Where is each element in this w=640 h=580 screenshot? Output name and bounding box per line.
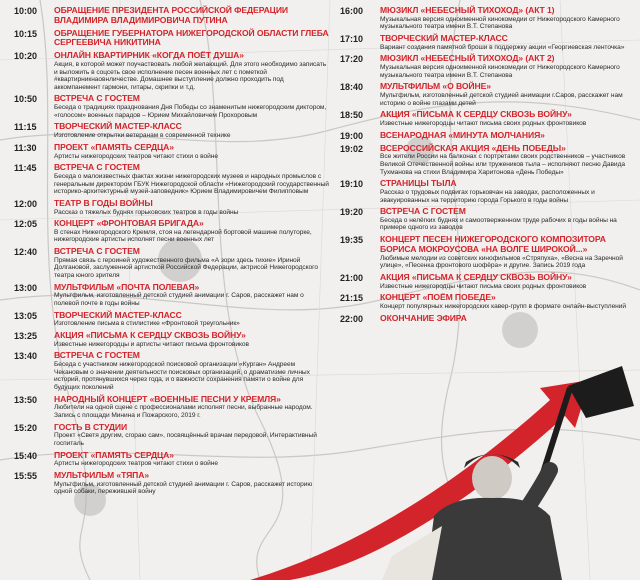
schedule-entry	[340, 179, 632, 204]
entry-time: 15:55	[14, 470, 38, 481]
entry-description: Концерт популярных нижегородских кавер-групп в формате онлайн-выступлений	[380, 303, 627, 311]
entry-description: Известные нижегородцы и артисты читают письма фронтовиков	[54, 340, 249, 348]
soldier-illustration	[372, 366, 640, 580]
entry-time: 10:20	[14, 51, 38, 62]
schedule-entry	[340, 293, 632, 310]
entry-time: 19:20	[340, 207, 364, 218]
entry-description: Музыкальная версия одноименной кинокомедии от Нижегородского Камерного музыкального театра имени В.Т. Степанова	[380, 64, 620, 79]
entry-title: ОБРАЩЕНИЕ ПРЕЗИДЕНТА РОССИЙСКОЙ ФЕДЕРАЦИИ ВЛАДИМИРА ВЛАДИМИРОВИЧА ПУТИНА	[54, 5, 289, 25]
entry-title: МУЛЬТФИЛЬМ «ТЯПА»	[54, 469, 150, 480]
schedule-entry	[14, 351, 329, 391]
entry-time: 12:00	[14, 198, 38, 209]
entry-time: 11:30	[14, 142, 37, 153]
entry-time: 13:00	[14, 282, 38, 293]
entry-time: 11:45	[14, 163, 37, 174]
entry-description: Любимые мелодии из советских кинофильмов «Стряпуха», «Весна на Заречной улице», «Песенка фронтового шофёра» и другие. Запись 2019 года	[380, 254, 623, 270]
entry-title: ВСТРЕЧА С ГОСТЕМ	[54, 350, 140, 361]
entry-title: ВСТРЕЧА С ГОСТЕМ	[54, 93, 140, 104]
entry-title: МУЛЬТФИЛЬМ «ПОЧТА ПОЛЕВАЯ»	[54, 281, 200, 292]
entry-time: 17:20	[340, 54, 364, 65]
entry-time: 15:20	[14, 422, 38, 433]
schedule-entry	[340, 144, 632, 177]
schedule-entry	[340, 34, 632, 51]
entry-description: Беседа о малоизвестных фактах жизни нижегородских музеев и народных промыслов с генеральным директором ГБУК Нижегородской области «Нижегородский государственный историко-архитектурный музей-заповедник» Юрием Владимировичем Филипповым	[54, 172, 329, 196]
schedule-entry	[340, 131, 632, 141]
entry-description: Беседа с участником нижегородской поисковой организации «Курган» Андреем Чекановым о значении деятельности поисковых организаций, о драматизме личных историй, протянувшихся через года, и о важности сохранения памяти о войне для будущих поколений	[54, 361, 310, 391]
entry-time: 13:40	[14, 351, 38, 362]
schedule-entry	[340, 207, 632, 232]
entry-title: ВСТРЕЧА С ГОСТЕМ	[54, 246, 140, 257]
entry-time: 12:40	[14, 247, 38, 258]
entry-description: Акция, в которой может поучаствовать любой желающий. Для этого необходимо записать и выложить в соцсеть свое исполнение песен военных лет с пометкой #квартирникнаовнличестве. Домашнее выступление должно проходить под аккомпанемент гармони, гитары, скрипки и т.д.	[54, 60, 327, 91]
schedule-entry	[14, 6, 329, 26]
entry-description: Любители на одной сцене с профессионалами исполнят песни, выбранные народом. Запись с площади Минина и Пожарского, 2019 г.	[54, 404, 313, 419]
entry-description: Музыкальная версия одноименной кинокомедии от Нижегородского Камерного музыкального театра имени В.Т. Степанова	[380, 15, 620, 31]
entry-description: Артисты нижегородских театров читают стихи о войне	[54, 152, 218, 160]
entry-time: 13:50	[14, 394, 38, 405]
schedule-entry	[14, 311, 329, 328]
entry-title: ТВОРЧЕСКИЙ МАСТЕР-КЛАСС	[54, 309, 182, 320]
schedule-entry	[14, 247, 329, 280]
entry-title: КОНЦЕРТ «ФРОНТОВАЯ БРИГАДА»	[54, 218, 204, 229]
schedule-entry	[14, 122, 329, 139]
entry-description: Проект «Светя другим, сгораю сам», посвящённый врачам передовой. Интерактивный госпиталь	[54, 432, 317, 447]
entry-description: Прямая связь с героиней художественного фильма «А зори здесь тихие» Ириной Долгановой, заслуженной артисткой Российской Федерации, актрисой Нижегородского театра юного зрителя	[54, 256, 318, 280]
entry-description: Мультфильм, изготовленный детской студией анимации г. Саров, расскажет историю одной собаки, пережившей войну	[54, 480, 313, 496]
entry-time: 19:10	[340, 179, 364, 190]
entry-time: 10:50	[14, 94, 38, 105]
entry-title: МУЛЬТФИЛЬМ «О ВОЙНЕ»	[380, 81, 491, 92]
entry-description: Изготовление письма в стилистике «Фронтовой треугольник»	[54, 320, 240, 328]
entry-title: ТЕАТР В ГОДЫ ВОЙНЫ	[54, 197, 153, 208]
entry-title: МЮЗИКЛ «НЕБЕСНЫЙ ТИХОХОД» (АКТ 1)	[380, 5, 555, 15]
entry-title: ОБРАЩЕНИЕ ГУБЕРНАТОРА НИЖЕГОРОДСКОЙ ОБЛАСТИ ГЛЕБА СЕРГЕЕВИЧА НИКИТИНА	[54, 27, 329, 48]
schedule-entry	[14, 51, 329, 91]
schedule-entry	[14, 29, 329, 49]
entry-time: 10:00	[14, 6, 38, 16]
schedule-entry	[340, 54, 632, 79]
entry-description: Известные нижегородцы читают письма своих родных фронтовиков	[380, 120, 587, 128]
entry-time: 19:35	[340, 235, 364, 246]
schedule-entry	[340, 82, 632, 107]
entry-description: Рассказ о тяжелых буднях горьковских театров в годы войны	[54, 208, 239, 216]
entry-time: 10:15	[14, 28, 38, 39]
entry-time: 12:05	[14, 219, 38, 230]
entry-title: КОНЦЕРТ «ПОЁМ ПОБЕДЕ»	[380, 292, 496, 303]
entry-description: Вариант создания памятной броши в поддержку акции «Георгиевская ленточка»	[380, 43, 625, 51]
entry-title: КОНЦЕРТ ПЕСЕН НИЖЕГОРОДСКОГО КОМПОЗИТОРА БОРИСА МОКРОУСОВА «НА ВОЛГЕ ШИРОКОЙ...»	[380, 234, 606, 254]
entry-time: 17:10	[340, 33, 364, 44]
entry-time: 16:00	[340, 6, 364, 16]
entry-title: АКЦИЯ «ПИСЬМА К СЕРДЦУ СКВОЗЬ ВОЙНУ»	[380, 271, 572, 282]
entry-title: АКЦИЯ «ПИСЬМА К СЕРДЦУ СКВОЗЬ ВОЙНУ»	[380, 109, 572, 120]
entry-description: Беседа о традициях празднования Дня Победы со знаменитым нижегородским диктором, «голосом» военных парадов – Юрием Михайловичем Прохоровым	[54, 104, 327, 119]
entry-title: ВСЕРОССИЙСКАЯ АКЦИЯ «ДЕНЬ ПОБЕДЫ»	[380, 142, 566, 153]
schedule-entry	[14, 283, 329, 308]
entry-time: 15:40	[14, 450, 38, 461]
entry-time: 22:00	[340, 313, 364, 324]
entry-title: ВСТРЕЧА С ГОСТЕМ	[380, 206, 466, 217]
schedule-entry	[340, 110, 632, 127]
entry-description: Беседа о нелёгких буднях и самоотверженном труде рабочих в годы войны на примере одного из заводов	[380, 216, 617, 232]
schedule-right-column	[340, 6, 632, 326]
schedule-entry	[340, 235, 632, 270]
entry-description: Мультфильм, изготовленный детской студией анимации г. Саров, расскажет нам о полевой почте в годы войны	[54, 292, 304, 308]
entry-time: 11:15	[14, 122, 37, 133]
entry-title: ТВОРЧЕСКИЙ МАСТЕР-КЛАСС	[54, 121, 182, 132]
entry-time: 21:15	[340, 293, 364, 304]
entry-description: В стенах Нижегородского Кремля, стоя на легендарной бортовой машине полуторке, нижегородские артисты исполнят песни военных лет	[54, 228, 312, 244]
entry-title: МЮЗИКЛ «НЕБЕСНЫЙ ТИХОХОД» (АКТ 2)	[380, 53, 555, 64]
schedule-entry	[14, 163, 329, 196]
schedule-entry	[14, 94, 329, 119]
schedule-entry	[340, 6, 632, 31]
schedule-entry	[14, 199, 329, 216]
schedule-entry	[14, 143, 329, 160]
schedule-entry	[14, 471, 329, 496]
schedule-entry	[340, 273, 632, 290]
entry-title: ГОСТЬ В СТУДИИ	[54, 421, 128, 432]
entry-time: 19:02	[340, 143, 364, 154]
entry-description: Известные нижегородцы читают письма своих родных фронтовиков	[380, 282, 587, 290]
entry-description: Мультфильм, изготовленный детской студией анимации г.Саров, расскажет нам историю о войне глазами детей	[380, 92, 623, 107]
entry-time: 21:00	[340, 272, 364, 283]
schedule-entry	[14, 423, 329, 448]
schedule-entry	[340, 314, 632, 324]
entry-title: ПРОЕКТ «ПАМЯТЬ СЕРДЦА»	[54, 141, 174, 152]
entry-time: 19:00	[340, 130, 364, 141]
entry-title: ТВОРЧЕСКИЙ МАСТЕР-КЛАСС	[380, 32, 508, 43]
entry-description: Артисты нижегородских театров читают стихи о войне	[54, 460, 218, 468]
schedule-left-column	[14, 6, 329, 499]
entry-description: Рассказ о трудовых подвигах горьковчан на заводах, расположенных и эвакуированных на территорию города Горького в годы войны	[380, 188, 595, 204]
entry-time: 18:40	[340, 82, 364, 93]
entry-title: ПРОЕКТ «ПАМЯТЬ СЕРДЦА»	[54, 449, 174, 460]
entry-title: АКЦИЯ «ПИСЬМА К СЕРДЦУ СКВОЗЬ ВОЙНУ»	[54, 330, 246, 341]
entry-title: ОНЛАЙН КВАРТИРНИК «КОГДА ПОЁТ ДУША»	[54, 50, 244, 61]
schedule-entry	[14, 451, 329, 468]
schedule-entry	[14, 395, 329, 420]
entry-title: НАРОДНЫЙ КОНЦЕРТ «ВОЕННЫЕ ПЕСНИ У КРЕМЛЯ»	[54, 393, 281, 404]
schedule-entry	[14, 219, 329, 244]
entry-title: ВСТРЕЧА С ГОСТЕМ	[54, 162, 140, 173]
entry-time: 13:05	[14, 310, 38, 321]
entry-title: ВСЕНАРОДНАЯ «МИНУТА МОЛЧАНИЯ»	[380, 129, 545, 140]
entry-time: 13:25	[14, 331, 38, 342]
entry-description: Изготовление открытки ветеранам в современной технике	[54, 132, 231, 140]
schedule-entry	[14, 331, 329, 348]
entry-title: ОКОНЧАНИЕ ЭФИРА	[380, 312, 467, 323]
entry-time: 18:50	[340, 110, 364, 121]
entry-description: Все жители России на балконах с портретами своих родственников – участников Великой Отечественной войны или тружеников тыла – исполняют песню Давида Тухманова на стихи Владимира Харитонова «День Победы»	[380, 153, 626, 176]
entry-title: СТРАНИЦЫ ТЫЛА	[380, 178, 457, 189]
